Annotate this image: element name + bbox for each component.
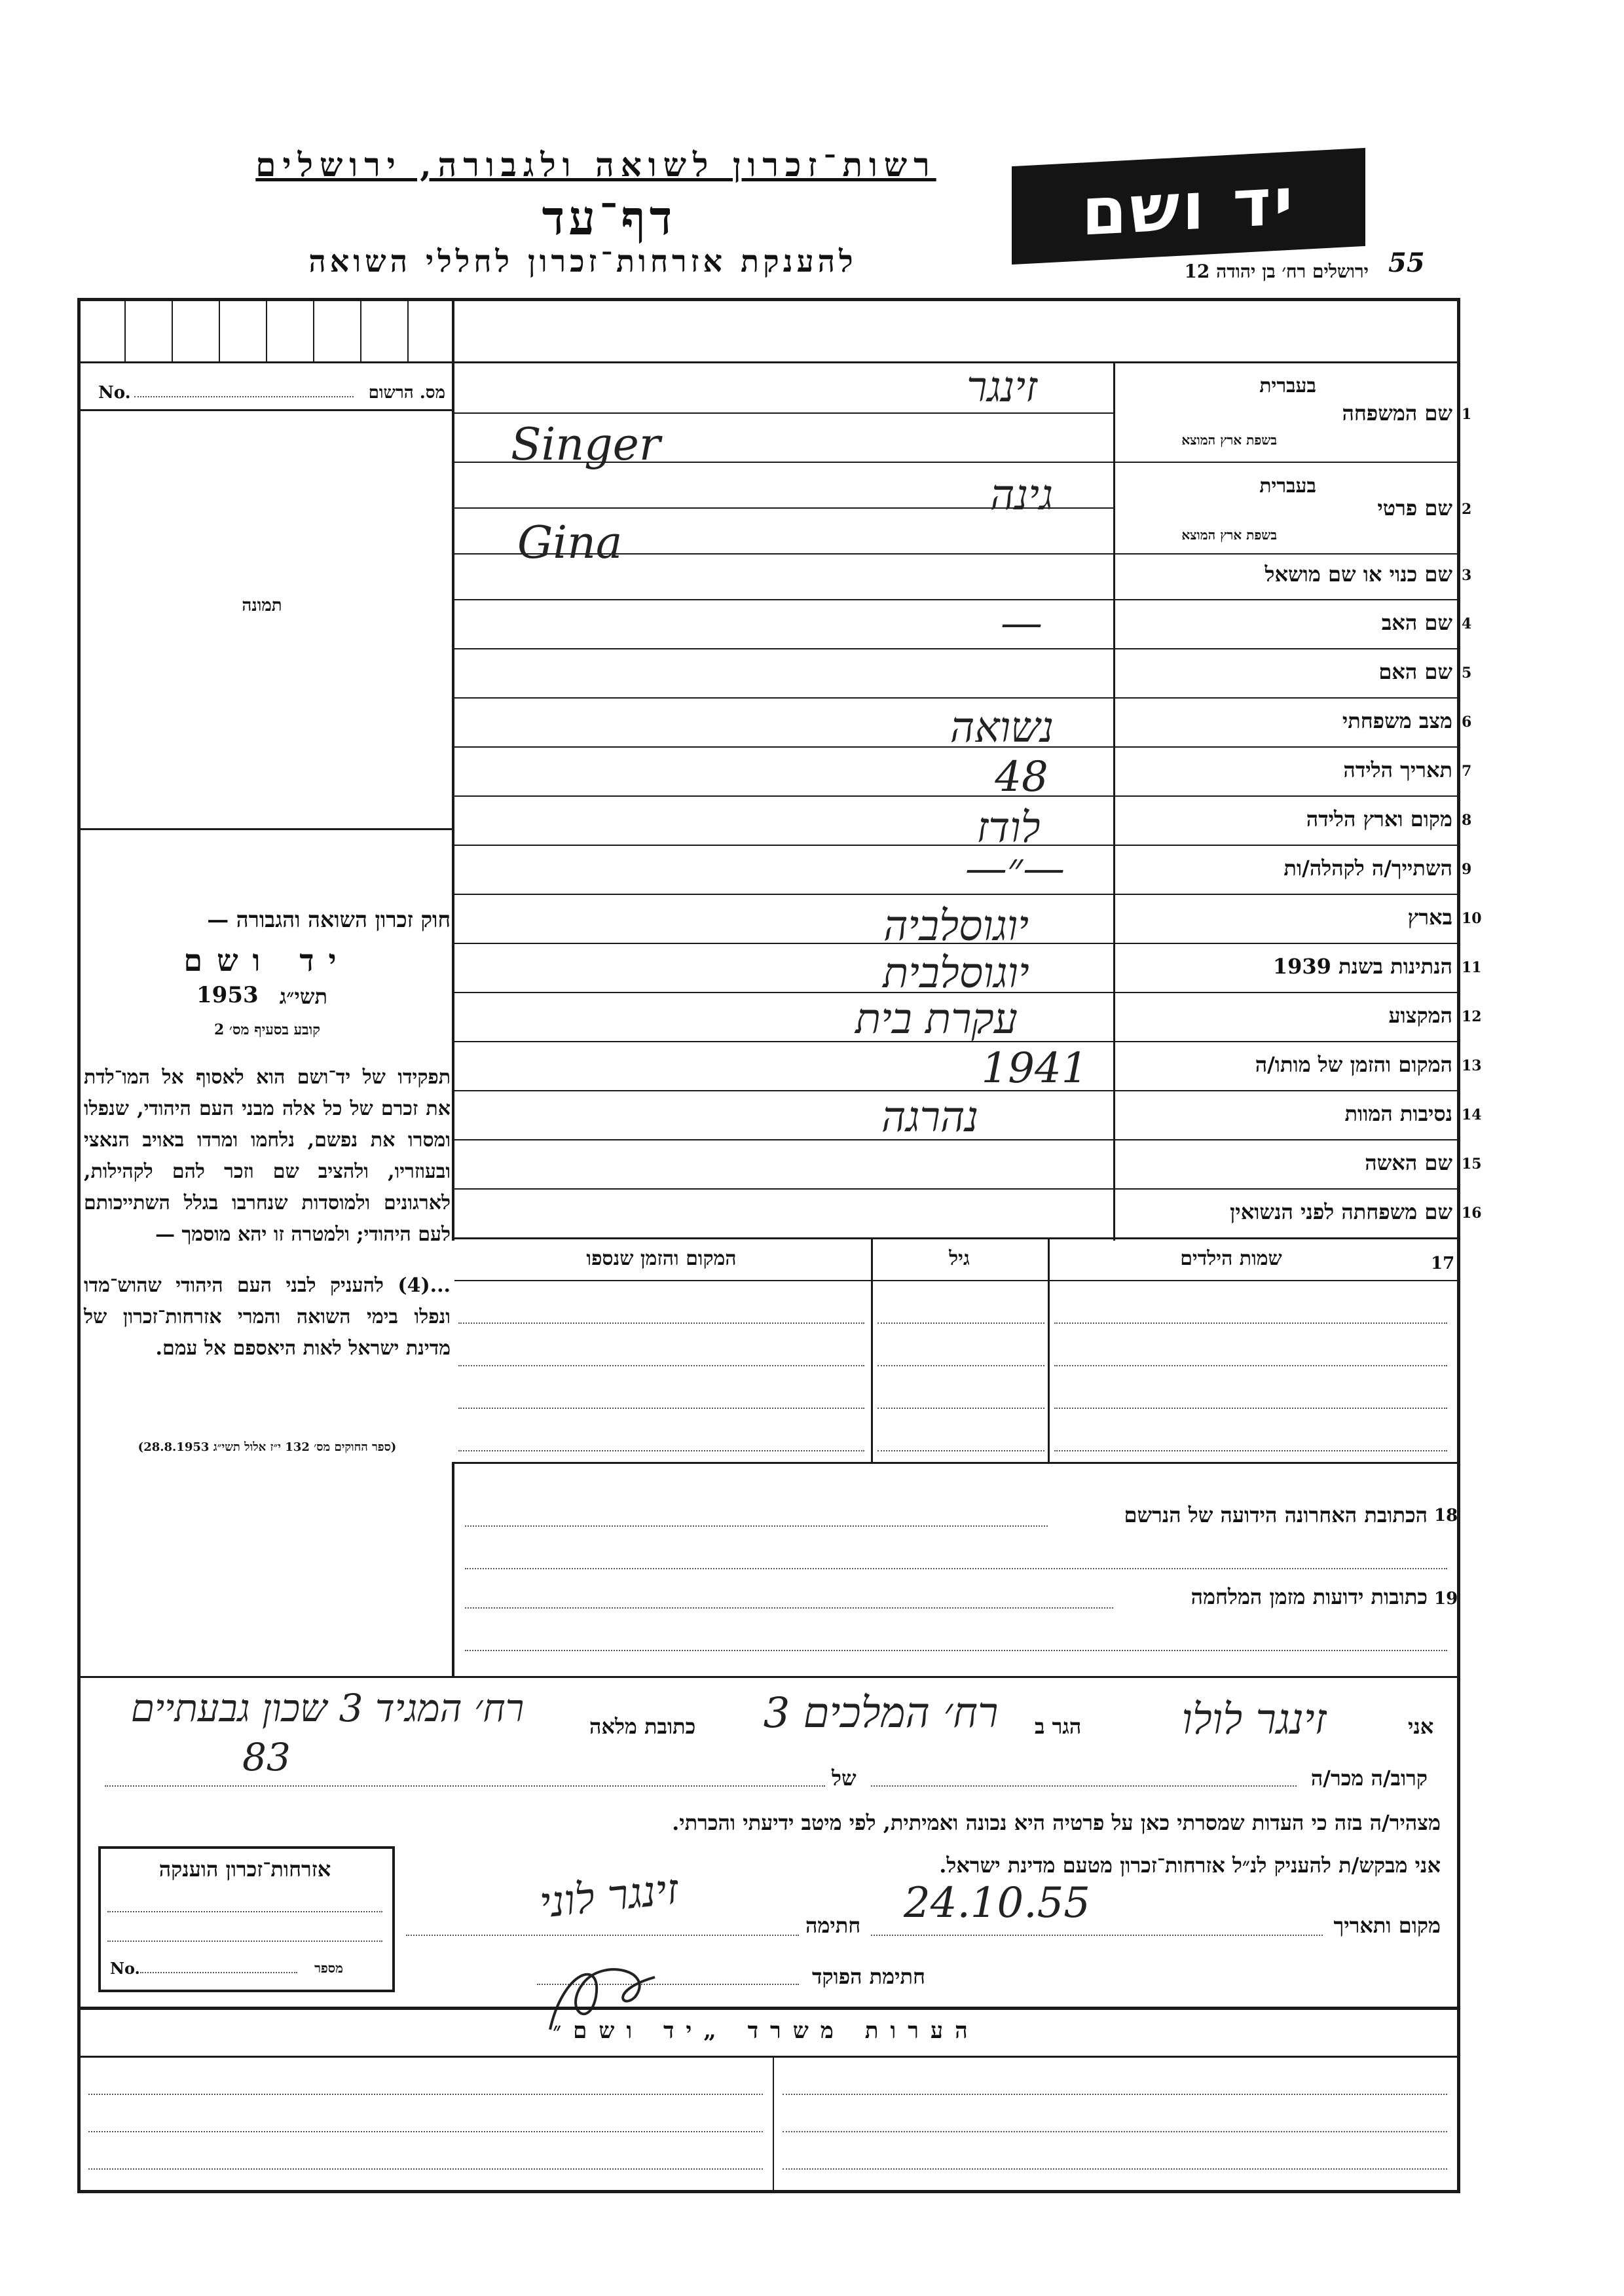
lives-at-label: הגר ב [1035,1714,1082,1739]
last-address-field[interactable] [465,1525,1048,1527]
field-11-label: הנתינות בשנת 1939 [1272,954,1452,979]
office-remarks-title: הערות משרד „יד ושם״ [553,2018,980,2044]
field-5-number: 5 [1462,665,1472,682]
yad-vashem-logo [1012,148,1365,264]
field-4-label: שם האב [1381,610,1452,635]
law-body-clause-4: ...(4) להעניק לבני העם היהודי שהוש־מדו ונפלו בימי השואה והמרי אזרחות־זכרון של מדינת ישראל לאות היאספם אל עמם. [84,1274,451,1360]
frame-left [77,298,81,2193]
field-1-hebrew-sublabel: בעברית [1259,374,1316,397]
field-2-label: שם פרטי [1377,496,1452,520]
field-7-number: 7 [1462,763,1472,780]
reg-no-label: מס. הרשום [368,383,445,403]
field-2-value-hebrew[interactable]: גינה [989,471,1054,520]
field-12-label: המקצוע [1388,1003,1452,1028]
field-1-number: 1 [1462,406,1472,423]
field-2-number: 2 [1462,501,1472,518]
wartime-addresses-label: כתובות ידועות מזמן המלחמה [1190,1584,1428,1609]
children-col-names: שמות הילדים [1180,1247,1282,1270]
field-1-foreign-sublabel: בשפת ארץ המוצא [1181,432,1277,448]
relative-field[interactable] [871,1785,1297,1787]
field-4-number: 4 [1462,615,1472,632]
children-col-place: המקום והזמן שנספו [586,1247,737,1270]
field-11-value[interactable]: יוגוסלבית [883,949,1029,998]
field-2-hebrew-sublabel: בעברית [1259,475,1316,498]
declarant-name[interactable]: זינגר לולו [1181,1696,1327,1744]
law-name: יד ושם [183,943,351,978]
office-address: ירושלים רח׳ בן יהודה 12 [1184,261,1369,282]
wartime-addresses-number: 19 [1434,1589,1458,1609]
field-16-label: שם משפחתה לפני הנשואין [1230,1199,1452,1224]
field-1-value-hebrew[interactable]: זינגר [967,363,1037,412]
field-4-value[interactable]: — [1001,599,1043,647]
field-1-value-foreign[interactable]: Singer [511,419,661,471]
field-1-label: שם המשפחה [1342,401,1452,426]
field-6-label: מצב משפחתי [1342,708,1452,733]
field-13-value[interactable]: 1941 [981,1044,1088,1093]
reference-mark: 55 [1388,247,1425,278]
field-12-value[interactable]: עקרת בית [855,995,1018,1044]
declaration-request: אני מבקש/ת להעניק לנ״ל אזרחות־זכרון מטעם מדינת ישראל. [939,1853,1441,1878]
certificate-number-prefix: No. [110,1959,140,1978]
field-10-value[interactable]: יוגוסלביה [883,902,1029,951]
field-10-number: 10 [1462,910,1482,927]
children-number: 17 [1431,1254,1455,1273]
of-label: של [832,1766,857,1791]
form-title: דף־עד [542,190,676,246]
certificate-box [98,1846,395,1992]
field-5-label: שם האם [1378,659,1452,684]
field-2-value-foreign[interactable]: Gina [517,517,623,569]
field-9-number: 9 [1462,861,1472,878]
field-6-number: 6 [1462,714,1472,731]
signature-label: חתימה [805,1913,861,1938]
field-15-number: 15 [1462,1156,1482,1173]
place-date-field[interactable] [871,1935,1323,1936]
certificate-title: אזרחות־זכרון הוענקה [158,1857,331,1882]
field-3-number: 3 [1462,567,1472,584]
authority-name: רשות־זכרון לשואה ולגבורה, ירושלים [255,145,936,184]
field-14-number: 14 [1462,1106,1482,1123]
place-date-value[interactable]: 24.10.55 [904,1879,1090,1927]
place-date-label: מקום ותאריך [1333,1913,1441,1938]
field-9-label: השתייך/ה לקהלה/ות [1283,856,1452,881]
field-10-label: בארץ [1407,905,1452,930]
certificate-number-label: מספר [314,1960,343,1976]
field-15-label: שם האשה [1365,1150,1452,1175]
photo-area[interactable] [82,412,449,825]
declaration-statement: מצהיר/ה בזה כי העדות שמסרתי כאן על פרטיה היא נכונה ואמיתית, לפי מיטב ידיעתי והכרתי. [672,1810,1441,1835]
reg-no-field[interactable] [134,396,354,397]
field-8-label: מקום וארץ הלידה [1306,807,1452,831]
photo-label: תמונה [242,596,282,615]
field-7-label: תאריך הלידה [1343,757,1452,782]
reg-no-prefix: No. [98,383,131,403]
full-address-value[interactable]: רח׳ המגיד 3 שכון גבעתיים [130,1686,525,1730]
field-13-label: המקום והזמן של מותו/ה [1255,1052,1452,1077]
declaration-ani: אני [1408,1714,1434,1739]
field-12-number: 12 [1462,1008,1482,1025]
officer-signature-label: חתימת הפוקד [812,1964,925,1989]
wartime-addresses-field[interactable] [465,1607,1113,1609]
law-clause: קובע בסעיף מס׳ 2 [213,1021,321,1038]
law-year-hebrew: תשי״ג [279,984,327,1009]
house-number[interactable]: 83 [242,1735,291,1779]
frame-bottom [77,2190,1460,2193]
logo-text: יד ושם [1081,162,1296,251]
field-3-label: שם כנוי או שם מושאל [1264,562,1452,587]
field-9-value[interactable]: —״— [965,845,1065,893]
law-year: 1953 [196,982,259,1008]
field-11-number: 11 [1462,959,1482,976]
field-6-value[interactable]: נשואה [950,704,1054,752]
field-2-foreign-sublabel: בשפת ארץ המוצא [1181,527,1277,543]
field-7-value[interactable]: 48 [995,753,1048,801]
law-title: חוק זכרון השואה והגבורה — [207,907,451,932]
law-reference: (ספר החוקים מס׳ 132 י״ז אלול תשי״ג 28.8.1953) [138,1440,397,1454]
field-13-number: 13 [1462,1057,1482,1074]
frame-right [1457,298,1460,2193]
field-16-number: 16 [1462,1205,1482,1222]
field-8-value[interactable]: לודז [976,804,1041,852]
field-8-number: 8 [1462,812,1472,829]
frame-top [77,298,1460,301]
children-col-age: גיל [949,1247,970,1270]
last-address-number: 18 [1434,1506,1458,1525]
lives-at-value[interactable]: רח׳ המלכים 3 [763,1689,999,1738]
form-subtitle: להענקת אזרחות־זכרון לחללי השואה [308,244,857,279]
field-14-value[interactable]: נהרגה [881,1093,979,1142]
field-14-label: נסיבות המוות [1344,1101,1452,1126]
last-address-label: הכתובת האחרונה הידועה של הנרשם [1124,1503,1428,1527]
full-address-label: כתובת מלאה [589,1714,696,1739]
law-body: תפקידו של יד־ושם הוא לאסוף אל המו־לדת את זכרם של כל אלה מבני העם היהודי, שנפלו ומסרו את נפשם, נלחמו ומרדו באויב הנאצי ובעוזריו, ולהציב שם וזכר להם לקהילות, לארגונים ולמוסדות שנחרבו בגלל השתייכותם לעם היהודי; ולמטרה זו יהא מוסמך — [84,1066,451,1246]
signature-value[interactable]: זינגר לוני [537,1865,681,1928]
relative-label: קרוב/ה מכר/ה [1310,1766,1428,1791]
